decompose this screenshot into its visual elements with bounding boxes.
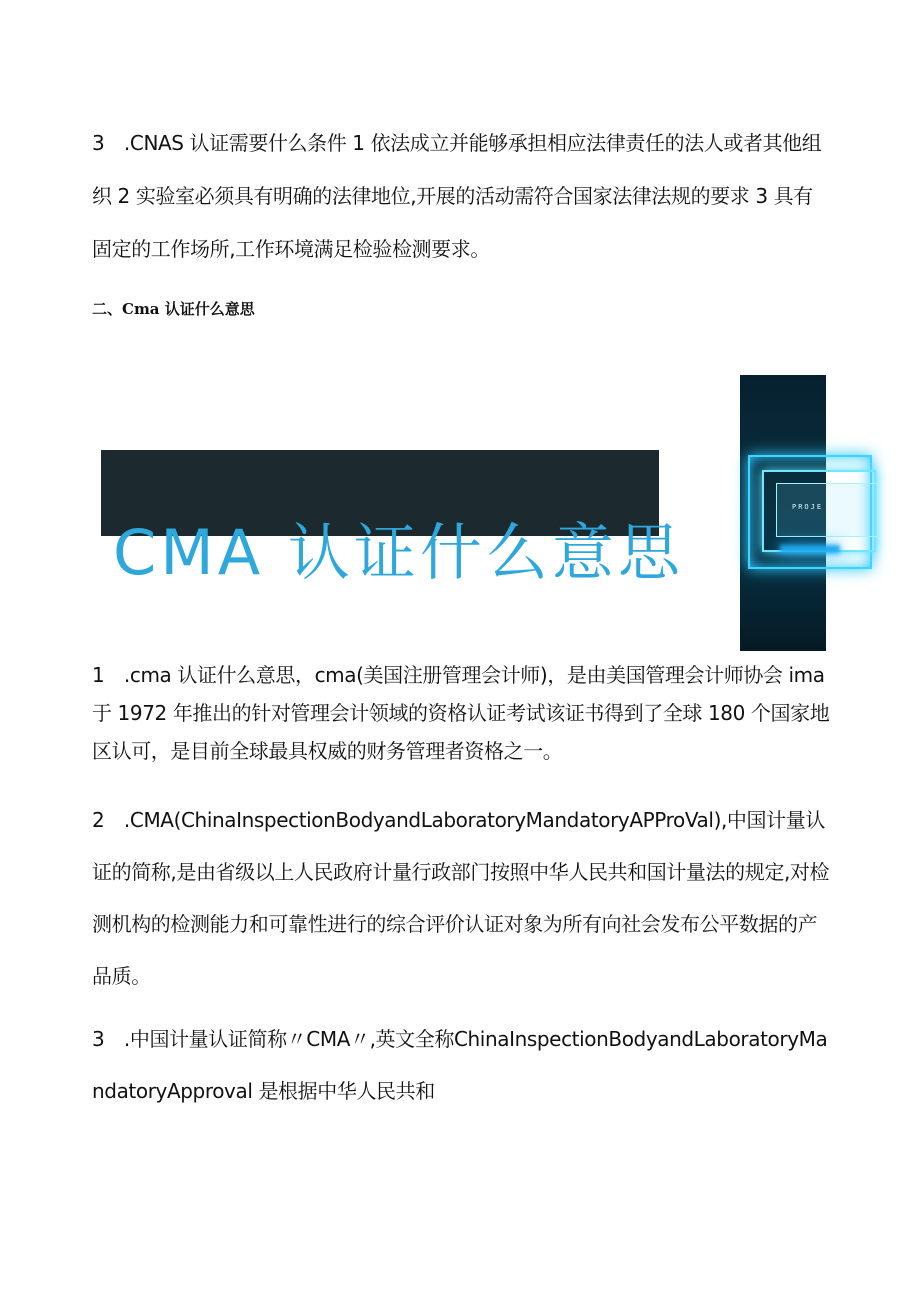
cma-banner-image — [101, 450, 684, 589]
section-heading-cma: 二、Cma 认证什么意思 — [92, 300, 255, 318]
light-beam — [780, 545, 840, 553]
paragraph-cnas-conditions: 3 .CNAS 认证需要什么条件 1 依法成立并能够承担相应法律责任的法人或者其他组织 2 实验室必须具有明确的法律地位,开展的活动需符合国家法律法规的要求 3 具有固定的工作场所,工作环境满足检验检测要求。 — [92, 131, 822, 261]
projector-illustration-image — [740, 375, 826, 651]
paragraph-cma-china-metrology: 2 .CMA(ChinaInspectionBodyandLaboratoryMandatoryAPProVal),中国计量认证的简称,是由省级以上人民政府计量行政部门按照中华人民共和国计量法的规定,对检测机构的检测能力和可靠性进行的综合评价认证对象为所有向社会发布公平数据的产品质。 — [92, 808, 830, 988]
project-label: PROJE — [792, 503, 824, 511]
paragraph-cma-abbreviation: 3 .中国计量认证简称〃CMA〃,英文全称ChinaInspectionBodyandLaboratoryMandatoryApproval 是根据中华人民共和 — [92, 1027, 828, 1103]
banner-title: CMA 认证什么意思 — [113, 516, 684, 589]
paragraph-cma-meaning-accounting: 1 .cma 认证什么意思，cma(美国注册管理会计师)，是由美国管理会计师协会 ima于 1972 年推出的针对管理会计领域的资格认证考试该证书得到了全球 180 个国家地区认可，是目前全球最具权威的财务管理者资格之一。 — [92, 663, 830, 763]
